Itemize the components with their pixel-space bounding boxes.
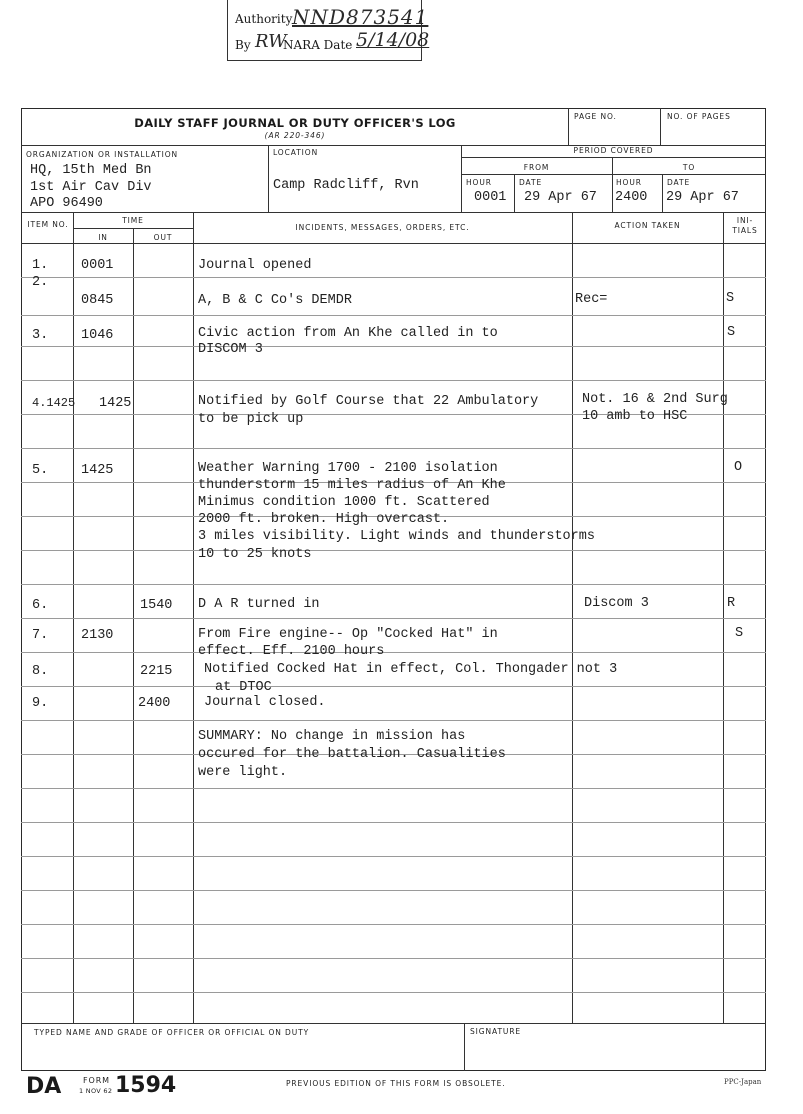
- entry-9-out: 2400: [138, 696, 171, 711]
- no-of-pages-label: NO. OF PAGES: [667, 112, 731, 121]
- fromto-divider: [461, 174, 766, 175]
- from-hour-value: 0001: [474, 190, 507, 205]
- entry-5-text-3: Minimus condition 1000 ft. Scattered: [198, 495, 490, 510]
- entry-5-item: 5.: [32, 463, 49, 478]
- col-line-in: [133, 228, 134, 1023]
- from-label: FROM: [523, 163, 550, 172]
- time-split-line: [73, 228, 193, 229]
- from-date-value: 29 Apr 67: [524, 190, 597, 205]
- entry-6-action: Discom 3: [584, 596, 649, 611]
- to-date-label: DATE: [667, 178, 691, 187]
- obsolete-note: PREVIOUS EDITION OF THIS FORM IS OBSOLETE.: [286, 1079, 506, 1088]
- nara-date-label: NARA Date: [283, 38, 353, 52]
- entry-3-text-2: DISCOM 3: [198, 342, 263, 357]
- summary-line-3: were light.: [198, 765, 288, 780]
- entry-7-in: 2130: [81, 628, 114, 643]
- form-da: DA: [26, 1074, 62, 1099]
- authority-label: Authority: [235, 12, 293, 26]
- form-reference: (AR 220-346): [264, 131, 326, 140]
- entry-9-item: 9.: [32, 696, 49, 711]
- entry-5-text-4: 2000 ft. broken. High overcast.: [198, 512, 450, 527]
- from-date-label: DATE: [519, 178, 543, 187]
- entry-3-in: 1046: [81, 328, 114, 343]
- entry-1-in: 0001: [81, 258, 114, 273]
- location-label: LOCATION: [273, 148, 319, 157]
- org-line-3: APO 96490: [30, 196, 103, 211]
- entry-2-initials: S: [726, 291, 735, 306]
- entry-1-text: Journal opened: [198, 258, 312, 273]
- col-out: OUT: [153, 233, 173, 242]
- period-label: PERIOD COVERED: [573, 146, 654, 155]
- header-divider-2: [21, 212, 766, 213]
- entry-5-text-1: Weather Warning 1700 - 2100 isolation: [198, 461, 498, 476]
- entry-2-text: A, B & C Co's DEMDR: [198, 293, 352, 308]
- entry-4-action-2: 10 amb to HSC: [582, 409, 688, 424]
- form-number: 1594: [115, 1073, 177, 1098]
- entry-4-text-2: to be pick up: [198, 412, 304, 427]
- officer-label: TYPED NAME AND GRADE OF OFFICER OR OFFICIAL ON DUTY: [34, 1028, 310, 1037]
- signature-divider: [464, 1023, 465, 1071]
- entry-7-text-1: From Fire engine-- Op "Cocked Hat" in: [198, 627, 498, 642]
- entry-5-text-6: 10 to 25 knots: [198, 547, 312, 562]
- org-line-1: HQ, 15th Med Bn: [30, 163, 152, 178]
- from-hour-divider: [514, 174, 515, 212]
- col-initials: INI- TIALS: [732, 216, 758, 235]
- org-label: ORGANIZATION OR INSTALLATION: [26, 150, 179, 159]
- entry-5-in: 1425: [81, 463, 114, 478]
- entry-3-item: 3.: [32, 328, 49, 343]
- entry-7-initials: S: [735, 626, 744, 641]
- to-date-value: 29 Apr 67: [666, 190, 739, 205]
- entry-6-item: 6.: [32, 598, 49, 613]
- stamp-date-value: 5/14/08: [356, 29, 430, 51]
- form-word: FORM: [83, 1076, 110, 1085]
- entry-3-text-1: Civic action from An Khe called in to: [198, 326, 498, 341]
- by-label: By: [235, 38, 251, 52]
- col-time: TIME: [122, 216, 144, 225]
- printer-mark: PPC-Japan: [724, 1078, 762, 1086]
- footer-divider: [21, 1023, 766, 1024]
- period-divider: [461, 157, 766, 158]
- authority-stamp: [227, 0, 430, 61]
- entry-2-in: 0845: [81, 293, 114, 308]
- to-hour-label: HOUR: [616, 178, 642, 187]
- entry-4-action-1: Not. 16 & 2nd Surg: [582, 392, 728, 407]
- location-value: Camp Radcliff, Rvn: [273, 178, 419, 193]
- entry-3-initials: S: [727, 325, 736, 340]
- entry-4-item: 4.1425: [32, 396, 76, 410]
- org-divider: [268, 145, 269, 212]
- entry-5-text-2: thunderstorm 15 miles radius of An Khe: [198, 478, 506, 493]
- entry-8-item: 8.: [32, 664, 49, 679]
- by-value: RW: [255, 31, 287, 52]
- col-in: IN: [98, 233, 108, 242]
- to-label: TO: [682, 163, 696, 172]
- entry-4-in: 1425: [99, 396, 132, 411]
- col-action: ACTION TAKEN: [614, 221, 681, 230]
- entry-6-out: 1540: [140, 598, 173, 613]
- title-divider: [568, 108, 569, 145]
- entry-6-text: D A R turned in: [198, 597, 320, 612]
- summary-line-1: SUMMARY: No change in mission has: [198, 729, 466, 744]
- entry-7-text-2: effect. Eff. 2100 hours: [198, 644, 385, 659]
- entry-8-text-1: Notified Cocked Hat in effect, Col. Thongader not 3: [204, 662, 618, 677]
- entry-8-text-2: at DTOC: [215, 680, 272, 695]
- form-date: 1 NOV 62: [79, 1087, 113, 1095]
- entry-7-item: 7.: [32, 628, 49, 643]
- entry-1-item: 1.: [32, 258, 49, 273]
- entry-5-initials: O: [734, 460, 743, 475]
- page-no-label: PAGE NO.: [574, 112, 617, 121]
- entry-9-text: Journal closed.: [204, 695, 326, 710]
- col-item-no: ITEM NO.: [27, 220, 69, 229]
- entry-4-text-1: Notified by Golf Course that 22 Ambulatory: [198, 394, 539, 409]
- col-incidents: INCIDENTS, MESSAGES, ORDERS, ETC.: [295, 223, 470, 232]
- entry-2-item: 2.: [32, 275, 49, 290]
- entry-8-out: 2215: [140, 664, 173, 679]
- org-line-2: 1st Air Cav Div: [30, 180, 152, 195]
- authority-value: NND873541: [292, 5, 429, 29]
- from-hour-label: HOUR: [466, 178, 492, 187]
- entry-6-initials: R: [727, 596, 736, 611]
- entry-2-action: Rec=: [575, 292, 608, 307]
- summary-line-2: occured for the battalion. Casualities: [198, 747, 506, 762]
- signature-label: SIGNATURE: [470, 1027, 522, 1036]
- entry-5-text-5: 3 miles visibility. Light winds and thunderstorms: [198, 529, 595, 544]
- to-hour-divider: [662, 174, 663, 212]
- form-title: DAILY STAFF JOURNAL OR DUTY OFFICER'S LOG: [134, 116, 456, 130]
- pages-divider: [660, 108, 661, 145]
- to-hour-value: 2400: [615, 190, 648, 205]
- location-divider: [461, 145, 462, 212]
